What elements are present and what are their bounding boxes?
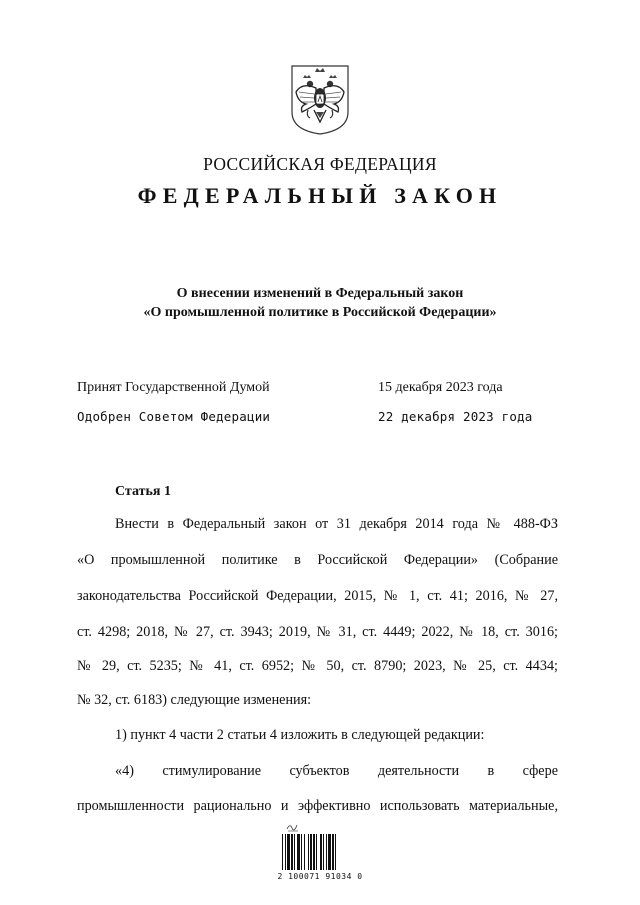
article-line: «4) стимулирование субъектов деятельности в сфере	[115, 763, 558, 779]
law-title-line-2: «О промышленной политике в Российской Федерации»	[143, 305, 497, 320]
law-title	[0, 284, 640, 322]
document-type: ФЕДЕРАЛЬНЫЙ ЗАКОН	[137, 183, 503, 208]
barcode	[282, 834, 358, 870]
article-heading: Статья 1	[115, 484, 171, 499]
article-line: ст. 4298; 2018, № 27, ст. 3943; 2019, № 31, ст. 4449; 2022, № 18, ст. 3016;	[77, 624, 558, 640]
article-line: Внести в Федеральный закон от 31 декабря 2014 года № 488-ФЗ	[115, 516, 558, 532]
article-line: 1) пункт 4 части 2 статьи 4 изложить в следующей редакции:	[115, 727, 485, 743]
signature-mark-icon	[286, 822, 300, 832]
council-approval-date: 22 декабря 2023 года	[378, 409, 533, 424]
document-footer	[240, 822, 400, 902]
duma-adoption-date: 15 декабря 2023 года	[378, 380, 503, 395]
duma-adoption-label: Принят Государственной Думой	[77, 380, 270, 395]
council-approval-label: Одобрен Советом Федерации	[77, 409, 271, 424]
article-line: «О промышленной политике в Российской Федерации» (Собрание	[77, 552, 558, 568]
article-line: промышленности рационально и эффективно использовать материальные,	[77, 798, 558, 814]
law-title-line-1: О внесении изменений в Федеральный закон	[176, 286, 464, 301]
country-name: РОССИЙСКАЯ ФЕДЕРАЦИЯ	[203, 154, 437, 174]
barcode-number: 2 100071 91034 0	[277, 872, 363, 881]
article-line: № 32, ст. 6183) следующие изменения:	[77, 692, 312, 708]
article-line: законодательства Российской Федерации, 2015, № 1, ст. 41; 2016, № 27,	[77, 588, 558, 604]
article-line: № 29, ст. 5235; № 41, ст. 6952; № 50, ст. 8790; 2023, № 25, ст. 4434;	[77, 658, 558, 674]
coat-of-arms-emblem	[288, 64, 352, 136]
